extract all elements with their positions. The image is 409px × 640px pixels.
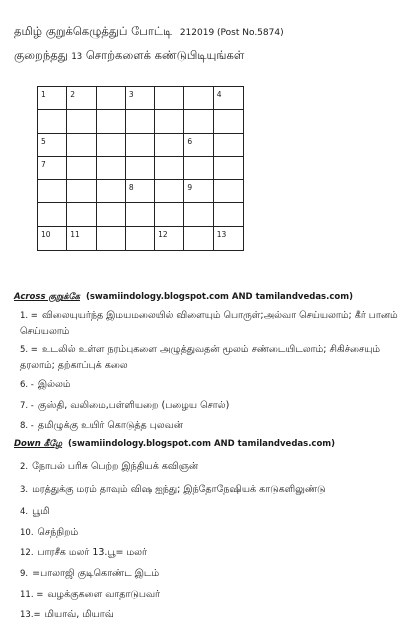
across-clue-1 [20,308,400,340]
clue-text: =பாலாஜி குடிகொண்ட இடம் [32,568,160,579]
title-text: தமிழ் குறுக்கெழுத்துப் போட்டி [14,24,173,38]
cell-number: 8 [128,183,134,193]
post-code: 212019 (Post No.5874) [179,28,284,38]
cell-number: 13 [216,229,227,239]
grid-cell[interactable] [155,110,184,133]
grid-cell[interactable] [97,157,126,180]
clue-number: 9. [20,569,29,579]
down-clue-13 [20,607,400,623]
grid-cell[interactable] [67,87,96,110]
cell-number: 6 [187,136,193,146]
down-clue-4 [20,504,400,520]
crossword-grid [37,86,244,251]
grid-cell[interactable] [126,134,155,157]
grid-cell[interactable] [97,203,126,226]
clue-text: பூமி [32,506,50,517]
grid-cell[interactable] [97,87,126,110]
grid-cell[interactable] [184,87,213,110]
grid-cell[interactable] [67,134,96,157]
grid-cell[interactable] [214,203,243,226]
grid-cell[interactable] [38,134,67,157]
grid-cell[interactable] [184,134,213,157]
cell-number: 5 [41,136,46,146]
across-clue-5 [20,342,400,374]
grid-cell[interactable] [155,203,184,226]
grid-cell[interactable] [126,180,155,203]
grid-cell[interactable] [97,134,126,157]
clue-text: தமிழுக்கு உயிர் கொடுத்த புலவன் [37,420,183,431]
grid-cell[interactable] [126,203,155,226]
grid-cell[interactable] [38,110,67,133]
across-source: (swamiindology.blogspot.com AND tamilandvedas.com) [85,292,353,302]
grid-cell[interactable] [97,110,126,133]
grid-cell[interactable] [155,134,184,157]
down-source: (swamiindology.blogspot.com AND tamilandvedas.com) [68,439,336,449]
cell-number: 2 [70,90,76,99]
clue-text: மியாவ், மியாவ் [44,609,114,620]
instruction-before: குறைந்தது [14,48,68,62]
clue-text: செந்நிறம் [37,527,79,538]
clue-text: குஸ்தி, வலிமை,பள்ளியறை (பழைய சொல்) [37,400,230,411]
grid-cell[interactable] [155,227,184,250]
grid-cell[interactable] [155,87,184,110]
grid-cell[interactable] [184,227,213,250]
clue-number: 8. - [20,421,34,431]
cell-number: 11 [70,229,80,239]
grid-cell[interactable] [67,227,96,250]
down-heading [14,439,335,450]
clue-number: 2. [20,462,29,472]
grid-cell[interactable] [184,157,213,180]
across-clue-8 [20,418,400,434]
cell-number: 12 [158,229,168,239]
clue-number: 3. [20,485,29,495]
clue-text: நோபல் பரிசு பெற்ற இந்தியக் கவிஞன் [32,461,199,472]
down-label: Down கீழே [14,439,63,449]
clue-text: இல்லம் [37,379,71,390]
cell-number: 1 [41,90,46,99]
down-clue-11 [20,587,400,603]
clue-number: 7. - [20,401,34,411]
cell-number: 9 [187,183,193,193]
down-clue-9 [20,566,400,582]
grid-cell[interactable] [184,203,213,226]
instruction-count: 13 [71,52,83,62]
clue-number: 4. [20,507,29,517]
puzzle-title [14,24,284,40]
clue-text: உடலில் உள்ள நரம்புகளை அழுத்துவதன் மூலம் சண்டையிடலாம்; சிகிச்சையும் தரலாம்; தற்காப்புக் கலை [20,344,381,371]
grid-cell[interactable] [38,203,67,226]
down-clue-12 [20,545,400,561]
grid-cell[interactable] [155,157,184,180]
grid-cell[interactable] [214,227,243,250]
cell-number: 3 [128,90,134,99]
grid-cell[interactable] [67,180,96,203]
grid-cell[interactable] [67,203,96,226]
across-clue-7 [20,398,400,414]
grid-cell[interactable] [214,134,243,157]
grid-cell[interactable] [97,180,126,203]
grid-cell[interactable] [67,110,96,133]
grid-cell[interactable] [184,110,213,133]
grid-cell[interactable] [38,227,67,250]
clue-text: வழக்குகளை வாதாடுபவர் [47,589,161,600]
grid-cell[interactable] [126,110,155,133]
cell-number: 4 [216,90,222,99]
grid-cell[interactable] [214,110,243,133]
down-clue-10 [20,525,400,541]
across-label: Across குறுக்கே [14,292,80,302]
grid-cell[interactable] [214,87,243,110]
grid-cell[interactable] [126,157,155,180]
grid-cell[interactable] [67,157,96,180]
grid-cell[interactable] [97,227,126,250]
grid-cell[interactable] [38,157,67,180]
grid-cell[interactable] [155,180,184,203]
clue-number: 11. = [20,590,44,600]
instruction-after: சொற்களைக் கண்டுபிடியுங்கள் [85,48,245,62]
down-clue-3 [20,482,400,498]
cell-number: 7 [41,159,46,169]
grid-cell[interactable] [184,180,213,203]
grid-cell[interactable] [38,180,67,203]
clue-number: 5. = [20,345,38,355]
grid-cell[interactable] [126,227,155,250]
clue-text: பாரசீக மலர் 13.பூ= மலர் [37,547,147,558]
clue-number: 12. [20,548,34,558]
down-clue-2 [20,459,400,475]
clue-number: 6. - [20,380,34,390]
grid-cell[interactable] [214,157,243,180]
clue-number: 13.= [20,610,41,620]
clue-number: 1. = [20,311,38,321]
across-clue-6 [20,377,400,393]
clue-number: 10. [20,528,34,538]
grid-cell[interactable] [38,87,67,110]
clue-text: விலையுயர்ந்த இமயமலையில் விளையும் பொருள்;அல்வா செய்யலாம்; கீர் பானம் செய்யலாம் [20,310,398,337]
instruction-line [14,48,244,64]
cell-number: 10 [41,229,51,239]
grid-cell[interactable] [214,180,243,203]
across-heading [14,292,353,303]
clue-text: மரத்துக்கு மரம் தாவும் விஷ ஐந்து; இந்தோநேஷியக் காடுகளிலுண்டு [32,484,326,495]
grid-cell[interactable] [126,87,155,110]
